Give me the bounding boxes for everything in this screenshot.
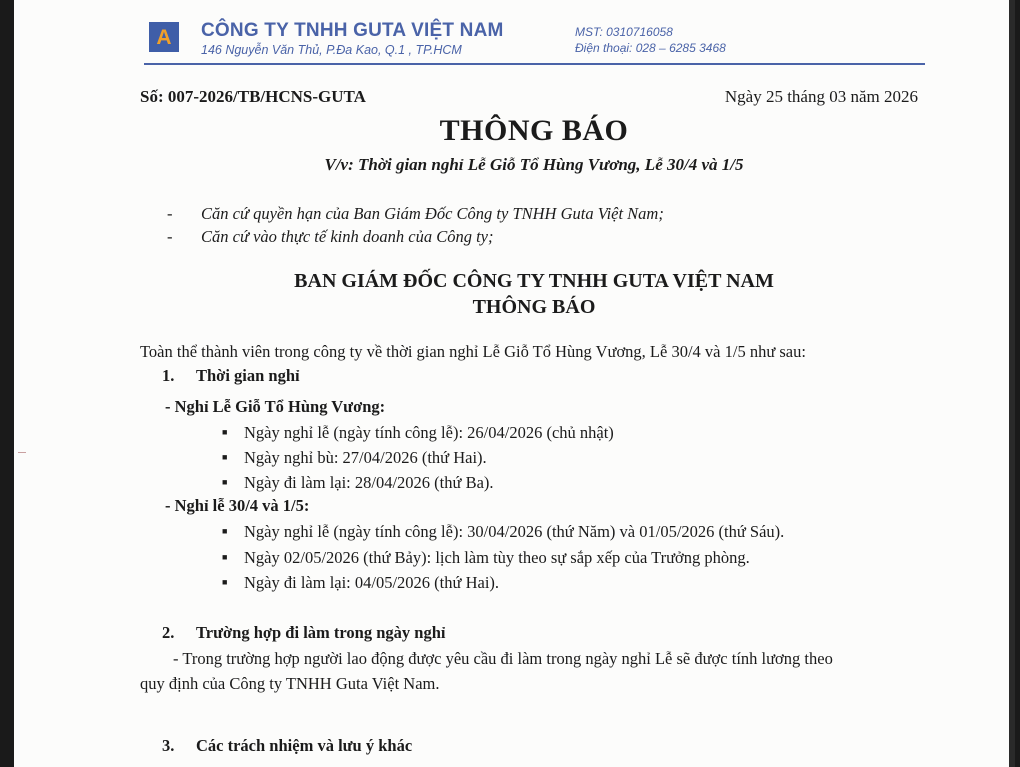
- basis-item: [167, 227, 493, 247]
- header-divider: [144, 63, 925, 65]
- bullet-icon: ■: [222, 526, 228, 536]
- section-number: 3.: [162, 736, 175, 755]
- section-heading: [162, 623, 445, 643]
- list-item-text: Ngày nghỉ lễ (ngày tính công lễ): 26/04/2026 (chủ nhật): [244, 423, 614, 442]
- list-item: [222, 473, 494, 493]
- phone-number: Điện thoại: 028 – 6285 3468: [575, 41, 726, 55]
- tax-code: MST: 0310716058: [575, 25, 673, 39]
- list-item: [222, 423, 614, 443]
- document-page: [14, 0, 1015, 767]
- section-heading: [162, 736, 412, 756]
- basis-dash: -: [167, 204, 173, 223]
- list-item-text: Ngày nghỉ lễ (ngày tính công lễ): 30/04/2026 (thứ Năm) và 01/05/2026 (thứ Sáu).: [244, 522, 785, 541]
- document-subject: V/v: Thời gian nghỉ Lễ Giỗ Tổ Hùng Vương, Lễ 30/4 và 1/5: [324, 155, 744, 174]
- basis-dash: -: [167, 227, 173, 246]
- list-item-text: Ngày nghỉ bù: 27/04/2026 (thứ Hai).: [244, 448, 487, 467]
- section-title: Thời gian nghỉ: [196, 366, 300, 385]
- logo-letter: A: [156, 25, 172, 49]
- company-logo: [149, 22, 179, 52]
- document-title: THÔNG BÁO: [439, 114, 629, 147]
- group-title: - Nghỉ lễ 30/4 và 1/5:: [165, 496, 310, 515]
- list-item-text: Ngày 02/05/2026 (thứ Bảy): lịch làm tùy theo sự sắp xếp của Trưởng phòng.: [244, 548, 750, 567]
- board-heading: BAN GIÁM ĐỐC CÔNG TY TNHH GUTA VIỆT NAM: [294, 270, 774, 292]
- section-number: 2.: [162, 623, 175, 642]
- section-heading: [162, 366, 300, 386]
- board-heading-notice: THÔNG BÁO: [472, 296, 596, 318]
- list-item-text: Ngày đi làm lại: 28/04/2026 (thứ Ba).: [244, 473, 494, 492]
- bullet-icon: ■: [222, 552, 228, 562]
- company-name: CÔNG TY TNHH GUTA VIỆT NAM: [201, 20, 504, 41]
- list-item: [222, 448, 487, 468]
- margin-mark: [18, 452, 26, 453]
- list-item: [222, 522, 784, 542]
- section-title: Trường hợp đi làm trong ngày nghỉ: [196, 623, 446, 642]
- bullet-icon: ■: [222, 577, 228, 587]
- intro-text: Toàn thể thành viên trong công ty về thời gian nghỉ Lễ Giỗ Tổ Hùng Vương, Lễ 30/4 và 1/5 như sau:: [140, 342, 806, 361]
- bullet-icon: ■: [222, 452, 228, 462]
- bullet-icon: ■: [222, 477, 228, 487]
- company-address: 146 Nguyễn Văn Thủ, P.Đa Kao, Q.1 , TP.HCM: [201, 43, 462, 57]
- section-number: 1.: [162, 366, 175, 385]
- list-item-text: Ngày đi làm lại: 04/05/2026 (thứ Hai).: [244, 573, 500, 592]
- basis-item: [167, 204, 664, 224]
- basis-text: Căn cứ quyền hạn của Ban Giám Đốc Công ty TNHH Guta Việt Nam;: [201, 204, 664, 223]
- section-body: quy định của Công ty TNHH Guta Việt Nam.: [140, 674, 440, 693]
- section-title: Các trách nhiệm và lưu ý khác: [196, 736, 413, 755]
- basis-text: Căn cứ vào thực tế kinh doanh của Công ty;: [201, 227, 494, 246]
- bullet-icon: ■: [222, 427, 228, 437]
- section-body: - Trong trường hợp người lao động được yêu cầu đi làm trong ngày nghỉ Lễ sẽ được tính lương theo: [173, 649, 833, 668]
- group-title: - Nghỉ Lễ Giỗ Tổ Hùng Vương:: [165, 397, 386, 416]
- list-item: [222, 548, 750, 568]
- document-date: Ngày 25 tháng 03 năm 2026: [724, 87, 918, 106]
- list-item: [222, 573, 499, 593]
- document-number: Số: 007-2026/TB/HCNS-GUTA: [140, 87, 366, 106]
